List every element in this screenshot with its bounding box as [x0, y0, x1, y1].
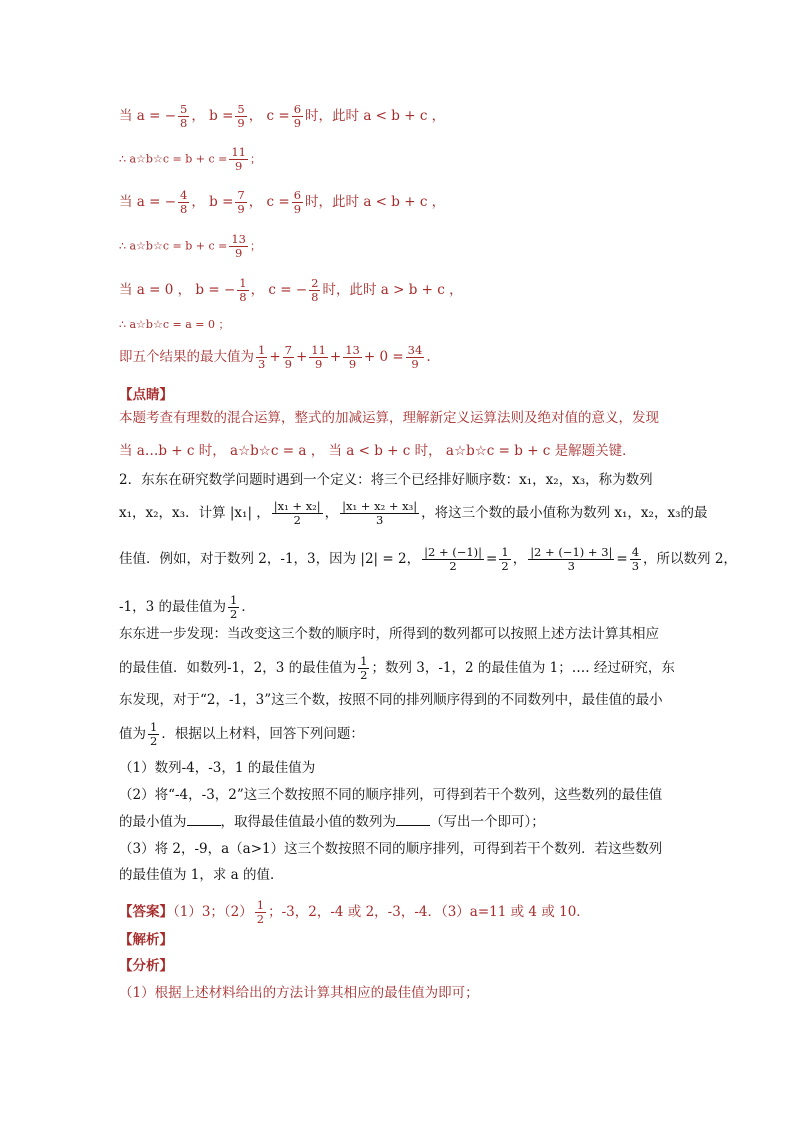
- fraction: $\frac{5}{9}$: [237, 102, 245, 130]
- fraction: $\frac{5}{8}$: [180, 102, 188, 130]
- jiexi-heading: 【解析】: [119, 932, 173, 948]
- answer-line: 【答案】（1）3；（2） $\frac{1}{2}$ ；-3，2，-4 或 2，-3，-4．（3）a=11 或 4 或 10．: [119, 898, 590, 926]
- question-2-line-7: 东发现，对于“2，-1，3”这三个数，按照不同的排列顺序得到的不同数列中，最佳值的最小: [119, 692, 663, 708]
- answer-label: 【答案】: [119, 904, 173, 920]
- fraction: $\frac{4}{8}$: [180, 188, 188, 216]
- fraction: $\frac{13}{9}$: [345, 343, 360, 371]
- fraction: $\frac{1}{2}$: [360, 654, 368, 682]
- fraction: $\frac{11}{9}$: [231, 145, 246, 173]
- sub-question-3-line-2: 的最佳值为 1，求 a 的值．: [119, 867, 284, 883]
- fraction: $\frac{6}{9}$: [293, 102, 302, 130]
- dianjing-heading: 【点睛】: [119, 387, 173, 403]
- fraction: $\frac{11}{9}$: [311, 343, 326, 371]
- sub-question-3-line-1: （3）将 2，-9，a（a>1）这三个数按照不同的顺序排列，可得到若干个数列．若这些数列: [119, 841, 663, 857]
- fraction: $\frac{34}{9}$: [407, 343, 423, 371]
- answer-blank: [187, 813, 221, 826]
- fraction: $\frac{1}{2}$: [256, 898, 265, 926]
- fenxi-line-1: （1）根据上述材料给出的方法计算其相应的最佳值为即可；: [119, 985, 479, 1001]
- question-2-line-1: 2．东东在研究数学问题时遇到一个定义：将三个已经排好顺序数：x₁，x₂，x₃，称为数列: [119, 472, 653, 488]
- fraction: $\frac{|2 + (-1)|}{2}$: [424, 545, 483, 573]
- question-2-line-3: 佳值．例如，对于数列 2，-1，3，因为 |2| = 2， $\frac{|2 + (-1)|}{2}$ = $\frac{1}{2}$ ， $\frac{|2 + (-1) + 3|}{3}$ = $\frac{4}{3}$ ，所以数列 2，: [119, 545, 737, 573]
- question-2-line-2: x₁，x₂，x₃．计算 |x₁| ， $\frac{\text{|x₁ + x₂|}}{2}$ ， $\frac{\text{|x₁ + x₂ + x₃|}}{3}$ ，将这三个数的最小值称为数列 x₁，x₂，x₃的最: [119, 499, 708, 527]
- fraction: $\frac{2}{8}$: [311, 276, 319, 304]
- fraction: $\frac{1}{2}$: [150, 720, 158, 748]
- fraction: $\frac{13}{9}$: [231, 232, 246, 260]
- fraction: $\frac{\text{|x₁ + x₂ + x₃|}}{3}$: [342, 499, 418, 527]
- sub-question-1: （1）数列-4，-3，1 的最佳值为: [119, 760, 316, 776]
- result-1-line: ∴ a☆b☆c = b + c = $\frac{11}{9}$ ；: [119, 145, 261, 173]
- sub-question-2-line-2: 的最小值为 ，取得最佳值最小值的数列为 （写出一个即可）；: [119, 814, 545, 830]
- fraction: $\frac{7}{9}$: [237, 188, 245, 216]
- result-2-line: ∴ a☆b☆c = b + c = $\frac{13}{9}$ ；: [119, 232, 261, 260]
- fraction: $\frac{|2 + (-1) + 3|}{3}$: [530, 545, 613, 573]
- fraction: $\frac{1}{2}$: [501, 545, 509, 573]
- case-1-line: 当 a = − $\frac{5}{8}$ ， b = $\frac{5}{9}$ ， c = $\frac{6}{9}$ 时，此时 a < b + c ，: [119, 102, 446, 130]
- question-2-line-6: 的最佳值．如数列-1，2，3 的最佳值为 $\frac{1}{2}$ ；数列 3，-1，2 的最佳值为 1；…. 经过研究，东: [119, 654, 675, 682]
- answer-blank: [396, 813, 430, 826]
- fraction: $\frac{1}{8}$: [239, 276, 247, 304]
- text: 当 a = −: [119, 108, 177, 124]
- fraction: $\frac{6}{9}$: [293, 188, 302, 216]
- fraction: $\frac{1}{3}$: [258, 343, 266, 371]
- case-2-line: 当 a = − $\frac{4}{8}$ ， b = $\frac{7}{9}$ ， c = $\frac{6}{9}$ 时，此时 a < b + c ，: [119, 188, 446, 216]
- sum-line: 即五个结果的最大值为 $\frac{1}{3}$ + $\frac{7}{9}$ + $\frac{11}{9}$ + $\frac{13}{9}$ + 0 = $\frac{34}{9}$ .: [119, 343, 431, 371]
- dianjing-line-1: 本题考查有理数的混合运算，整式的加减运算，理解新定义运算法则及绝对值的意义，发现: [119, 410, 659, 426]
- fraction: $\frac{7}{9}$: [284, 343, 292, 371]
- fenxi-heading: 【分析】: [119, 958, 173, 974]
- fraction: $\frac{1}{2}$: [230, 593, 238, 621]
- dianjing-line-2: 当 a…b + c 时， a☆b☆c = a ， 当 a < b + c 时， a☆b☆c = b + c 是解题关键．: [119, 443, 636, 459]
- question-2-line-8: 值为 $\frac{1}{2}$ ．根据以上材料，回答下列问题：: [119, 720, 364, 748]
- question-2-line-4: -1，3 的最佳值为 $\frac{1}{2}$ ．: [119, 593, 255, 621]
- question-2-line-5: 东东进一步发现：当改变这三个数的顺序时，所得到的数列都可以按照上述方法计算其相应: [119, 626, 659, 642]
- fraction: $\frac{4}{3}$: [631, 545, 640, 573]
- result-3-line: ∴ a☆b☆c = a = 0 ；: [119, 318, 230, 331]
- case-3-line: 当 a = 0 ， b = − $\frac{1}{8}$ ， c = − $\frac{2}{8}$ 时，此时 a > b + c ，: [119, 276, 463, 304]
- sub-question-2-line-1: （2）将“-4，-3，2”这三个数按照不同的顺序排列，可得到若干个数列，这些数列的最佳值: [119, 787, 663, 803]
- fraction: $\frac{\text{|x₁ + x₂|}}{2}$: [273, 499, 321, 527]
